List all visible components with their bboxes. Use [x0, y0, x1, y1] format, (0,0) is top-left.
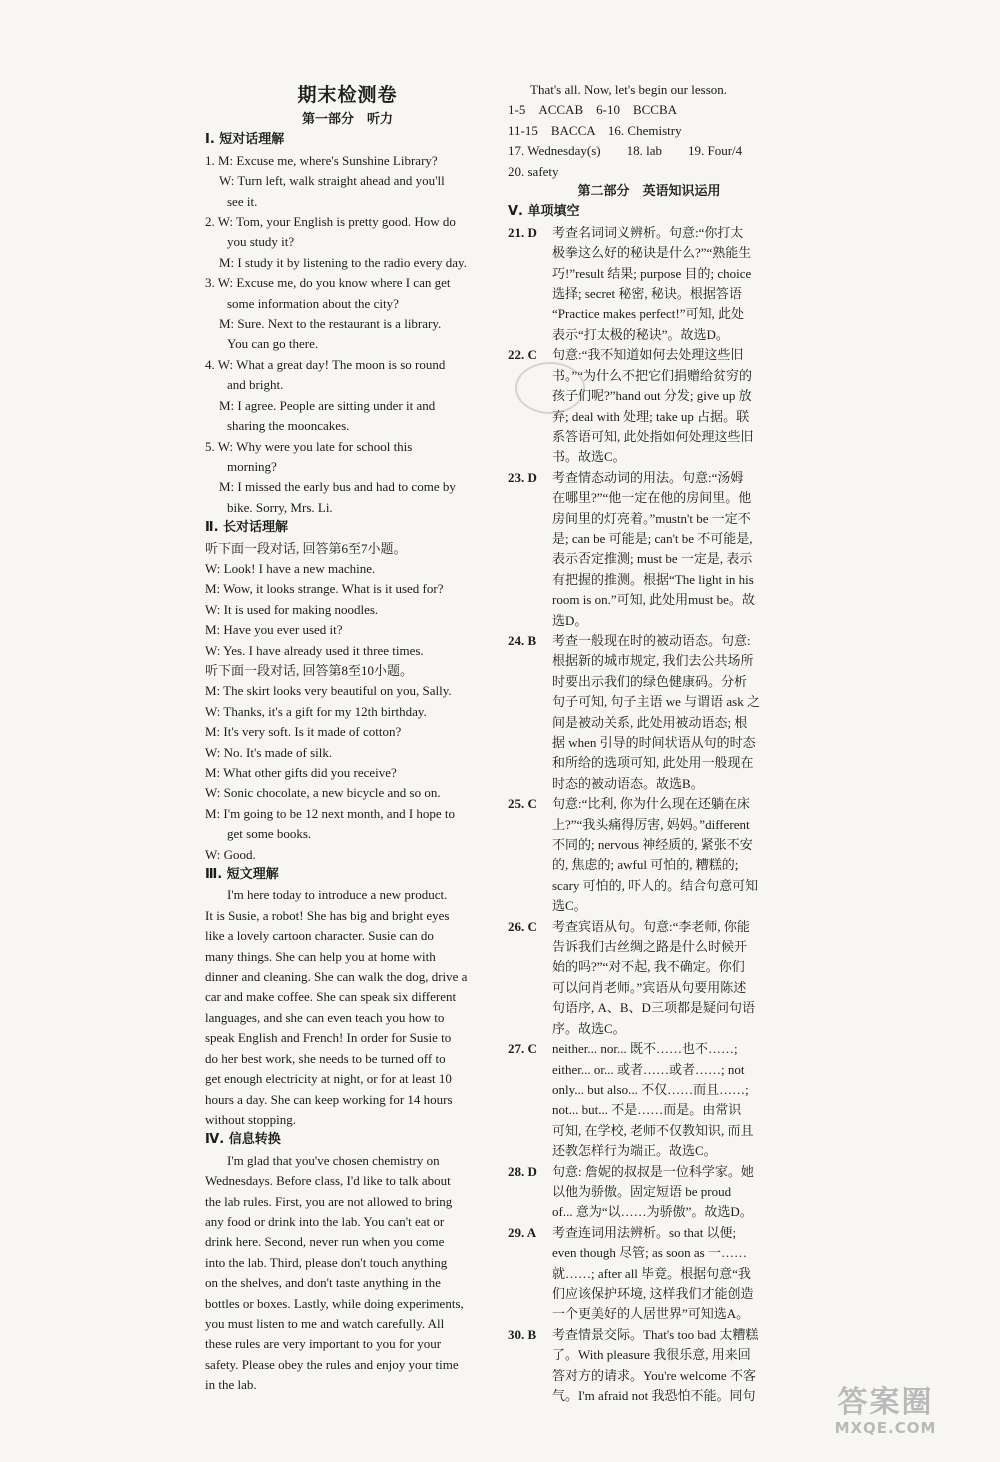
- explanation-line: 时要出示我们的绿色健康码。分析: [552, 673, 748, 689]
- part1-title: 第一部分 听力: [301, 112, 393, 127]
- text-line: 2. W: Tom, your English is pretty good. How do: [205, 214, 456, 230]
- answer-item: [508, 631, 790, 794]
- answer-explanation: [552, 468, 790, 631]
- explanation-line: 不同的; nervous 神经质的, 紧张不安: [552, 837, 753, 853]
- explanation-line: 时态的被动语态。故选B。: [552, 775, 704, 791]
- text-line: on the shelves, and don't taste anything in the: [205, 1275, 441, 1291]
- text-line: bottles or boxes. Lastly, while doing experiments,: [205, 1295, 464, 1311]
- answer-item: [508, 794, 790, 916]
- text-line: M: Have you ever used it?: [205, 622, 343, 638]
- explanation-line: only... but also... 不仅……而且……;: [552, 1081, 749, 1097]
- answer-number: 30. B: [508, 1326, 537, 1342]
- explanation-line: 房间里的灯亮着。”mustn't be 一定不: [552, 510, 751, 526]
- explanation-line: 系答语可知, 此处指如何处理这些旧: [552, 428, 754, 444]
- text-line: W: Thanks, it's a gift for my 12th birthday.: [205, 703, 427, 719]
- text-line: morning?: [227, 458, 277, 474]
- text-line: M: Sure. Next to the restaurant is a library.: [219, 316, 442, 332]
- answer-explanation: [552, 345, 790, 467]
- section5-title: Ⅴ. 单项填空: [508, 204, 580, 220]
- explanation-line: 句意:“我不知道如何去处理这些旧: [552, 347, 744, 363]
- explanation-line: 告诉我们古丝绸之路是什么时候开: [552, 939, 748, 955]
- text-line: 1-5 ACCAB 6-10 BCCBA: [508, 102, 678, 118]
- answer-number: 28. D: [508, 1163, 537, 1179]
- text-line: 听下面一段对话, 回答第8至10小题。: [205, 662, 414, 678]
- watermark-url: MXQE.COM: [834, 1419, 937, 1437]
- explanation-line: 是; can be 可能是; can't be 不可能是,: [552, 530, 753, 546]
- text-line: It is Susie, a robot! She has big and bright eyes: [205, 907, 450, 923]
- explanation-line: neither... nor... 既不……也不……;: [552, 1041, 738, 1057]
- section-heading: Ⅱ. 长对话理解: [205, 520, 289, 536]
- explanation-line: 可知, 在学校, 老师不仅教知识, 而且: [552, 1122, 754, 1138]
- explanation-line: 了。With pleasure 我很乐意, 用来回: [552, 1347, 751, 1363]
- text-line: get some books.: [227, 826, 312, 842]
- text-line: get enough electricity at night, or for at least 10: [205, 1071, 452, 1087]
- text-line: hours a day. She can keep working for 14 hours: [205, 1091, 453, 1107]
- text-line: M: What other gifts did you receive?: [205, 765, 397, 780]
- text-line: M: I agree. People are sitting under it and: [219, 397, 436, 413]
- text-line: M: I missed the early bus and had to come by: [219, 479, 456, 495]
- text-line: That's all. Now, let's begin our lesson.: [530, 82, 728, 97]
- text-line: into the lab. Third, please don't touch anything: [205, 1254, 448, 1270]
- explanation-line: even though 尽管; as soon as 一……: [552, 1245, 747, 1261]
- explanation-line: 据 when 引导的时间状语从句的时态: [552, 735, 756, 750]
- explanation-line: 始的吗?”“对不起, 我不确定。你们: [552, 959, 745, 975]
- page-title: 期末检测卷: [297, 84, 398, 106]
- text-line: drink here. Second, never run when you come: [205, 1234, 445, 1250]
- text-line: safety. Please obey the rules and enjoy your time: [205, 1356, 459, 1372]
- explanation-line: 弃; deal with 处理; take up 占据。联: [552, 408, 750, 424]
- answer-number: 27. C: [508, 1041, 537, 1057]
- text-line: 5. W: Why were you late for school this: [205, 438, 413, 454]
- text-line: see it.: [227, 193, 258, 209]
- text-line: W: Good.: [205, 846, 256, 862]
- text-line: M: I'm going to be 12 next month, and I hope to: [205, 805, 456, 821]
- explanation-line: not... but... 不是……而是。由常识: [552, 1102, 742, 1118]
- explanation-line: 极拳这么好的秘诀是什么?”“熟能生: [552, 245, 752, 261]
- listening-script: [205, 130, 490, 1395]
- text-line: W: No. It's made of silk.: [205, 744, 333, 760]
- section-heading: Ⅳ. 信息转换: [205, 1132, 281, 1148]
- text-line: many things. She can help you at home with: [205, 948, 436, 964]
- explanation-line: 选C。: [552, 898, 587, 914]
- answer-explanation: [552, 1162, 790, 1223]
- explanation-line: scary 可怕的, 吓人的。结合句意可知: [552, 877, 759, 893]
- explanation-line: 在哪里?”“他一定在他的房间里。他: [552, 490, 752, 506]
- site-watermark: [803, 1387, 968, 1442]
- text-line: You can go there.: [227, 336, 319, 352]
- answer-explanation: [552, 223, 790, 345]
- answer-number: 26. C: [508, 918, 537, 934]
- explanation-line: 书。故选C。: [552, 449, 626, 465]
- answer-explanation: [552, 631, 790, 794]
- text-line: dinner and cleaning. She can walk the dog, drive a: [205, 969, 468, 985]
- answer-item: [508, 1039, 790, 1161]
- text-line: 3. W: Excuse me, do you know where I can get: [205, 275, 451, 291]
- answer-explanation: [552, 917, 790, 1039]
- text-line: W: Look! I have a new machine.: [205, 560, 376, 576]
- text-line: 20. safety: [508, 163, 559, 179]
- text-line: do her best work, she needs to be turned off to: [205, 1050, 446, 1066]
- text-line: M: It's very soft. Is it made of cotton?: [205, 724, 402, 740]
- text-line: some information about the city?: [227, 295, 399, 311]
- text-line: W: Turn left, walk straight ahead and you'll: [219, 173, 445, 189]
- answer-number: 21. D: [508, 224, 537, 240]
- text-line: and bright.: [227, 377, 284, 393]
- explanation-line: 上?”“我头痛得厉害, 妈妈。”different: [552, 816, 750, 832]
- text-line: 17. Wednesday(s) 18. lab 19. Four/4: [508, 143, 743, 159]
- answer-item: [508, 1223, 790, 1325]
- answer-number: 25. C: [508, 796, 537, 812]
- text-line: I'm here today to introduce a new product.: [227, 887, 448, 903]
- explanation-line: 的, 焦虑的; awful 可怕的, 糟糕的;: [552, 857, 739, 873]
- answer-item: [508, 468, 790, 631]
- answer-explanation: [552, 1223, 790, 1325]
- explanation-line: 考查连词用法辨析。so that 以便;: [552, 1224, 737, 1240]
- text-line: 1. M: Excuse me, where's Sunshine Library?: [205, 152, 438, 168]
- text-line: W: It is used for making noodles.: [205, 601, 379, 617]
- text-line: M: Wow, it looks strange. What is it used for?: [205, 581, 444, 597]
- text-line: 4. W: What a great day! The moon is so round: [205, 356, 446, 372]
- part2-title: 第二部分 英语知识运用: [577, 184, 721, 200]
- answer-item: [508, 1325, 790, 1407]
- answer-item: [508, 223, 790, 345]
- faded-stamp-mark: [515, 362, 585, 414]
- explanation-line: 考查情态动词的用法。句意:“汤姆: [552, 469, 744, 485]
- answer-explanation: [552, 1039, 790, 1161]
- text-line: W: Yes. I have already used it three times.: [205, 642, 424, 658]
- answer-item: [508, 917, 790, 1039]
- section-heading: Ⅰ. 短对话理解: [205, 132, 285, 148]
- explanation-line: 根据新的城市规定, 我们去公共场所: [552, 653, 754, 669]
- explanation-line: 句意:“比利, 你为什么现在还躺在床: [552, 796, 750, 812]
- text-line: W: Sonic chocolate, a new bicycle and so on.: [205, 785, 441, 801]
- explanation-line: 考查一般现在时的被动语态。句意:: [552, 632, 751, 648]
- explanation-line: 考查情景交际。That's too bad 太糟糕: [552, 1326, 759, 1342]
- answer-number: 24. B: [508, 632, 537, 648]
- section-heading: Ⅲ. 短文理解: [205, 867, 279, 883]
- text-line: any food or drink into the lab. You can't eat or: [205, 1213, 445, 1229]
- explanation-line: 选D。: [552, 612, 588, 628]
- text-line: languages, and she can even teach you how to: [205, 1009, 445, 1025]
- explanation-line: 句子可知, 句子主语 we 与谓语 ask 之: [552, 694, 760, 710]
- explanation-line: 句意: 詹妮的叔叔是一位科学家。她: [552, 1163, 754, 1179]
- explanation-line: 书。”“为什么不把它们捐赠给贫穷的: [552, 367, 753, 383]
- explanation-line: 孩子们呢?”hand out 分发; give up 放: [552, 388, 752, 404]
- explanation-line: 可以问肖老师。”宾语从句要用陈述: [552, 979, 747, 995]
- text-line: sharing the mooncakes.: [227, 418, 350, 434]
- explanation-line: 和所给的选项可知, 此处用一般现在: [552, 755, 754, 771]
- watermark-logo: 答案圈: [837, 1385, 934, 1420]
- explanation-line: 考查名词词义辨析。句意:“你打太: [552, 224, 744, 240]
- right-column: [508, 80, 790, 1406]
- explanation-line: either... or... 或者……或者……; not: [552, 1061, 745, 1077]
- text-line: in the lab.: [205, 1377, 257, 1393]
- listening-answers: [508, 80, 790, 182]
- explanation-line: 表示否定推测; must be 一定是, 表示: [552, 551, 753, 567]
- answer-explanation: [552, 794, 790, 916]
- explanation-line: room is on.”可知, 此处用must be。故: [552, 592, 755, 608]
- text-line: M: The skirt looks very beautiful on you, Sally.: [205, 683, 452, 699]
- explanation-line: 以他为骄傲。固定短语 be proud: [552, 1183, 732, 1199]
- explanation-line: 还教怎样行为端正。故选C。: [552, 1143, 717, 1159]
- text-line: I'm glad that you've chosen chemistry on: [227, 1152, 440, 1168]
- answer-explanation: [552, 1325, 790, 1407]
- explanation-line: 选择; secret 秘密, 秘诀。根据答语: [552, 286, 742, 302]
- explanation-line: of... 意为“以……为骄傲”。故选D。: [552, 1204, 753, 1220]
- explanation-line: 有把握的推测。根据“The light in his: [552, 571, 754, 587]
- answer-number: 22. C: [508, 347, 537, 363]
- answer-item: [508, 1162, 790, 1223]
- answer-number: 29. A: [508, 1224, 537, 1240]
- text-line: you study it?: [227, 234, 295, 250]
- explanation-line: 考查宾语从句。句意:“李老师, 你能: [552, 918, 750, 934]
- text-line: car and make coffee. She can speak six different: [205, 989, 457, 1005]
- text-line: like a lovely cartoon character. Susie can do: [205, 928, 434, 944]
- explanation-line: 句语序, A、B、D三项都是疑问句语: [552, 1000, 755, 1016]
- explanation-line: 就……; after all 毕竟。根据句意“我: [552, 1265, 751, 1281]
- left-column: [205, 80, 490, 1396]
- text-line: 11-15 BACCA 16. Chemistry: [508, 122, 682, 138]
- text-line: you must listen to me and watch carefully. All: [205, 1315, 445, 1331]
- explanation-line: 间是被动关系, 此处用被动语态; 根: [552, 714, 748, 730]
- answer-number: 23. D: [508, 469, 537, 485]
- text-line: M: I study it by listening to the radio every day.: [219, 254, 467, 270]
- explanation-line: 们应该保护环境, 这样我们才能创造: [552, 1285, 754, 1301]
- text-line: these rules are very important to you for your: [205, 1336, 442, 1352]
- explanation-line: “Practice makes perfect!”可知, 此处: [552, 306, 745, 322]
- explanation-line: 序。故选C。: [552, 1020, 626, 1036]
- explanation-line: 表示“打太极的秘诀”。故选D。: [552, 326, 729, 342]
- text-line: bike. Sorry, Mrs. Li.: [227, 499, 333, 515]
- text-line: the lab rules. First, you are not allowed to bring: [205, 1193, 453, 1209]
- explanation-line: 答对方的请求。You're welcome 不客: [552, 1367, 756, 1383]
- text-line: without stopping.: [205, 1111, 297, 1127]
- explanation-line: 一个更美好的人居世界”可知选A。: [552, 1306, 750, 1322]
- explanation-line: 巧!”result 结果; purpose 目的; choice: [552, 265, 752, 281]
- text-line: 听下面一段对话, 回答第6至7小题。: [205, 540, 407, 556]
- text-line: speak English and French! In order for Susie to: [205, 1030, 452, 1046]
- text-line: Wednesdays. Before class, I'd like to talk about: [205, 1173, 451, 1189]
- explanation-line: 气。I'm afraid not 我恐怕不能。同句: [552, 1388, 756, 1403]
